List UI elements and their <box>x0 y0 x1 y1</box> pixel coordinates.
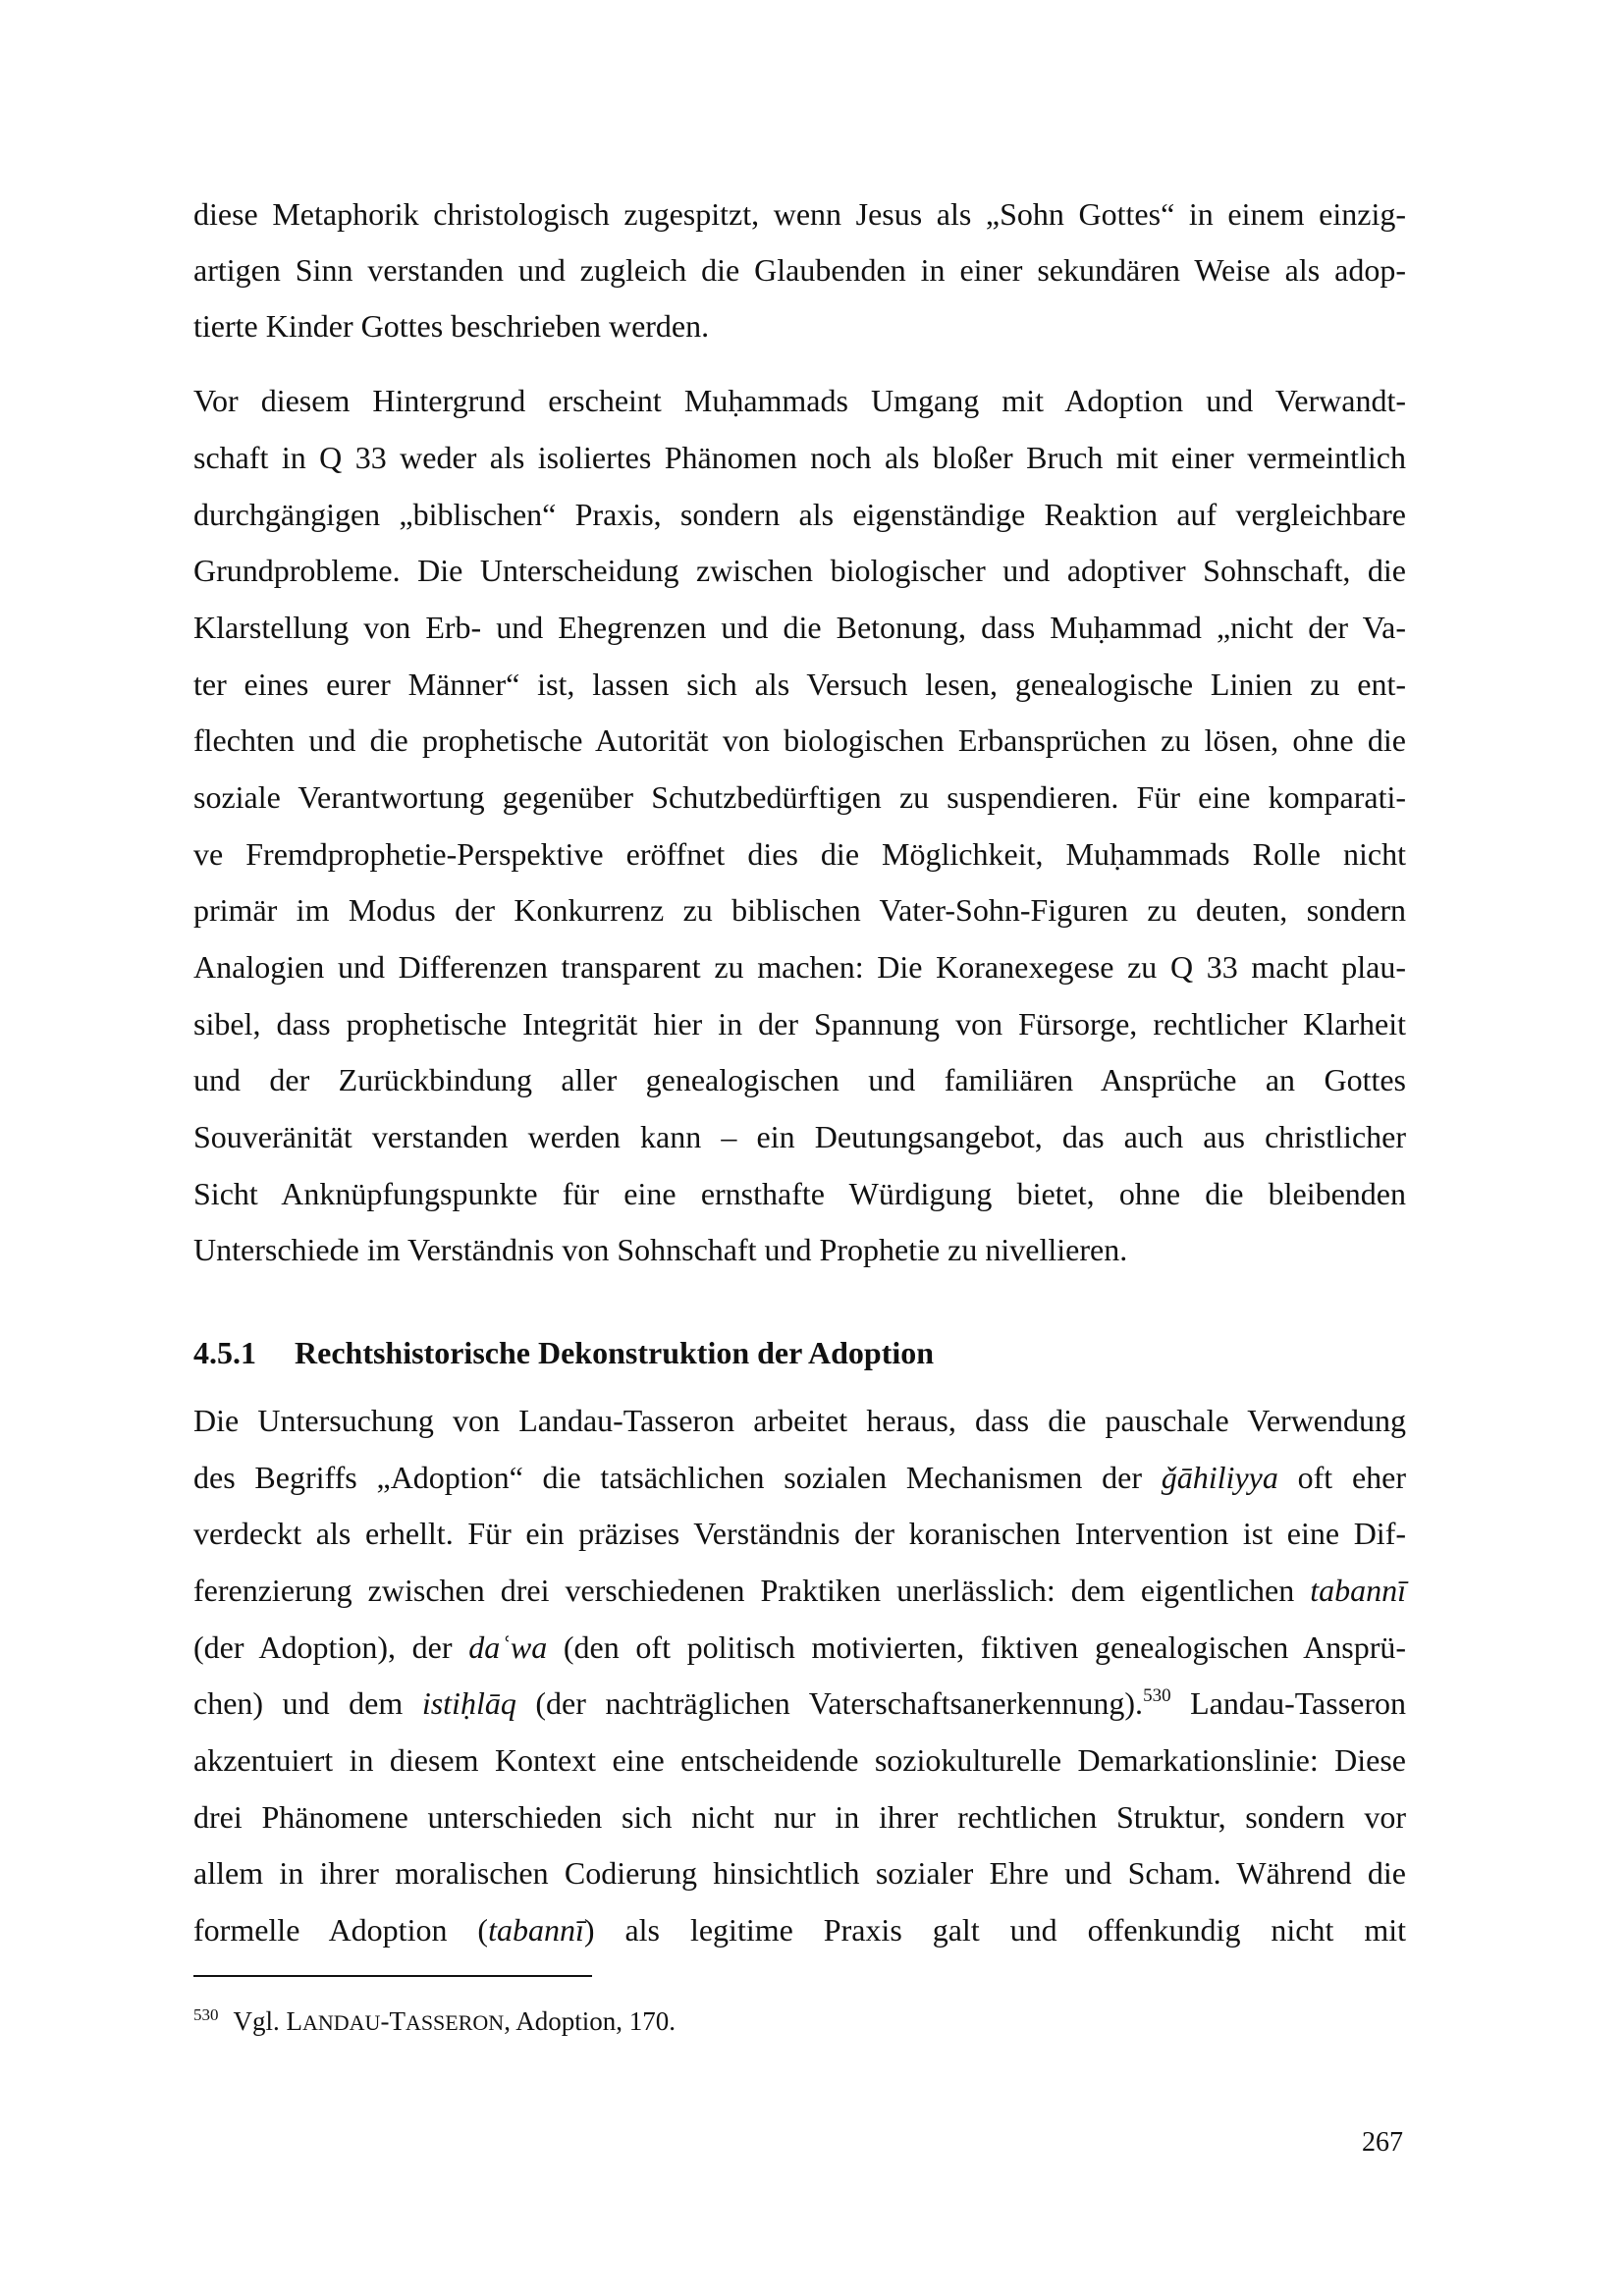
footnote-reference[interactable]: 530 <box>1143 1685 1171 1706</box>
text-line: ferenzierung zwischen drei verschiedenen Praktiken unerlässlich: dem eigentlichen tabannī <box>193 1573 1406 1608</box>
italic-term: istiḥlāq <box>421 1685 516 1721</box>
text-line: (der Adoption), der daʿwa (den oft politisch motivierten, fiktiven genealogischen Ansprü- <box>193 1629 1407 1665</box>
footnote-number: 530 <box>193 2005 219 2024</box>
text-line: sibel, dass prophetische Integrität hier in der Spannung von Fürsorge, rechtlicher Klarheit <box>193 1006 1406 1041</box>
italic-term: tabannī <box>1310 1573 1406 1608</box>
text-line: Unterschiede im Verständnis von Sohnschaft und Prophetie zu nivellieren. <box>193 1232 1128 1267</box>
footnote: $^{530}$ Vgl. LANDAU-TASSERON, Adoption, 170. <box>193 2005 676 2036</box>
text-line: Die Untersuchung von Landau-Tasseron arbeitet heraus, dass die pauschale Verwendung <box>193 1403 1406 1438</box>
text-line: des Begriffs „Adoption“ die tatsächlichen sozialen Mechanismen der ǧāhiliyya oft eher <box>193 1460 1407 1495</box>
footnote-author: LANDAU-TASSERON <box>286 2006 505 2036</box>
text-line: artigen Sinn verstanden und zugleich die Glaubenden in einer sekundären Weise als adop- <box>193 252 1406 288</box>
text-line: drei Phänomene unterschieden sich nicht nur in ihrer rechtlichen Struktur, sondern vor <box>193 1799 1406 1835</box>
text-line: tierte Kinder Gottes beschrieben werden. <box>193 308 710 344</box>
italic-term: daʿwa <box>468 1629 548 1665</box>
italic-term: ǧāhiliyya <box>1161 1460 1278 1495</box>
text-line: allem in ihrer moralischen Codierung hinsichtlich sozialer Ehre und Scham. Während die <box>193 1855 1406 1891</box>
text-line: akzentuiert in diesem Kontext eine entscheidende soziokulturelle Demarkationslinie: Diese <box>193 1742 1406 1778</box>
text-line: Sicht Anknüpfungspunkte für eine ernsthafte Würdigung bietet, ohne die bleibenden <box>193 1176 1406 1211</box>
text-line: soziale Verantwortung gegenüber Schutzbedürftigen zu suspendieren. Für eine komparati- <box>193 779 1406 815</box>
text-line: durchgängigen „biblischen“ Praxis, sondern als eigenständige Reaktion auf vergleichbare <box>193 497 1406 532</box>
page-number: 267 <box>1362 2127 1403 2158</box>
section-number: 4.5.1 <box>193 1335 256 1370</box>
text-line: diese Metaphorik christologisch zugespitzt, wenn Jesus als „Sohn Gottes“ in einem einzig- <box>193 196 1406 232</box>
text-line: schaft in Q 33 weder als isoliertes Phänomen noch als bloßer Bruch mit einer vermeintlich <box>193 440 1406 475</box>
text-line: primär im Modus der Konkurrenz zu biblischen Vater-Sohn-Figuren zu deuten, sondern <box>193 892 1406 928</box>
text-line: flechten und die prophetische Autorität von biologischen Erbansprüchen zu lösen, ohne die <box>193 722 1406 758</box>
text-line: Analogien und Differenzen transparent zu machen: Die Koranexegese zu Q 33 macht plau- <box>193 949 1406 985</box>
section-title: Rechtshistorische Dekonstruktion der Adoption <box>295 1335 935 1370</box>
footnote-separator <box>193 1975 592 1977</box>
text-line: formelle Adoption (tabannī) als legitime Praxis galt und offenkundig nicht mit <box>193 1912 1407 1948</box>
text-line: ve Fremdprophetie-Perspektive eröffnet dies die Möglichkeit, Muḥammads Rolle nicht <box>193 836 1406 872</box>
italic-term: tabannī <box>488 1912 584 1948</box>
text-line: ter eines eurer Männer“ ist, lassen sich als Versuch lesen, genealogische Linien zu ent- <box>193 667 1406 702</box>
text-line: Vor diesem Hintergrund erscheint Muḥammads Umgang mit Adoption und Verwandt- <box>193 383 1406 418</box>
text-line: und der Zurückbindung aller genealogischen und familiären Ansprüche an Gottes <box>193 1062 1406 1097</box>
section-heading <box>193 1333 934 1372</box>
text-line: chen) und dem istiḥlāq (der nachträglichen Vaterschaftsanerkennung).$^{530}$ Landau-Tasseron <box>193 1685 1407 1721</box>
text-line: Grundprobleme. Die Unterscheidung zwischen biologischer und adoptiver Sohnschaft, die <box>193 553 1406 588</box>
text-line: Souveränität verstanden werden kann – ein Deutungsangebot, das auch aus christlicher <box>193 1119 1406 1154</box>
text-line: Klarstellung von Erb- und Ehegrenzen und die Betonung, dass Muḥammad „nicht der Va- <box>193 610 1406 645</box>
text-line: verdeckt als erhellt. Für ein präzises Verständnis der koranischen Intervention ist eine Dif- <box>193 1516 1406 1551</box>
